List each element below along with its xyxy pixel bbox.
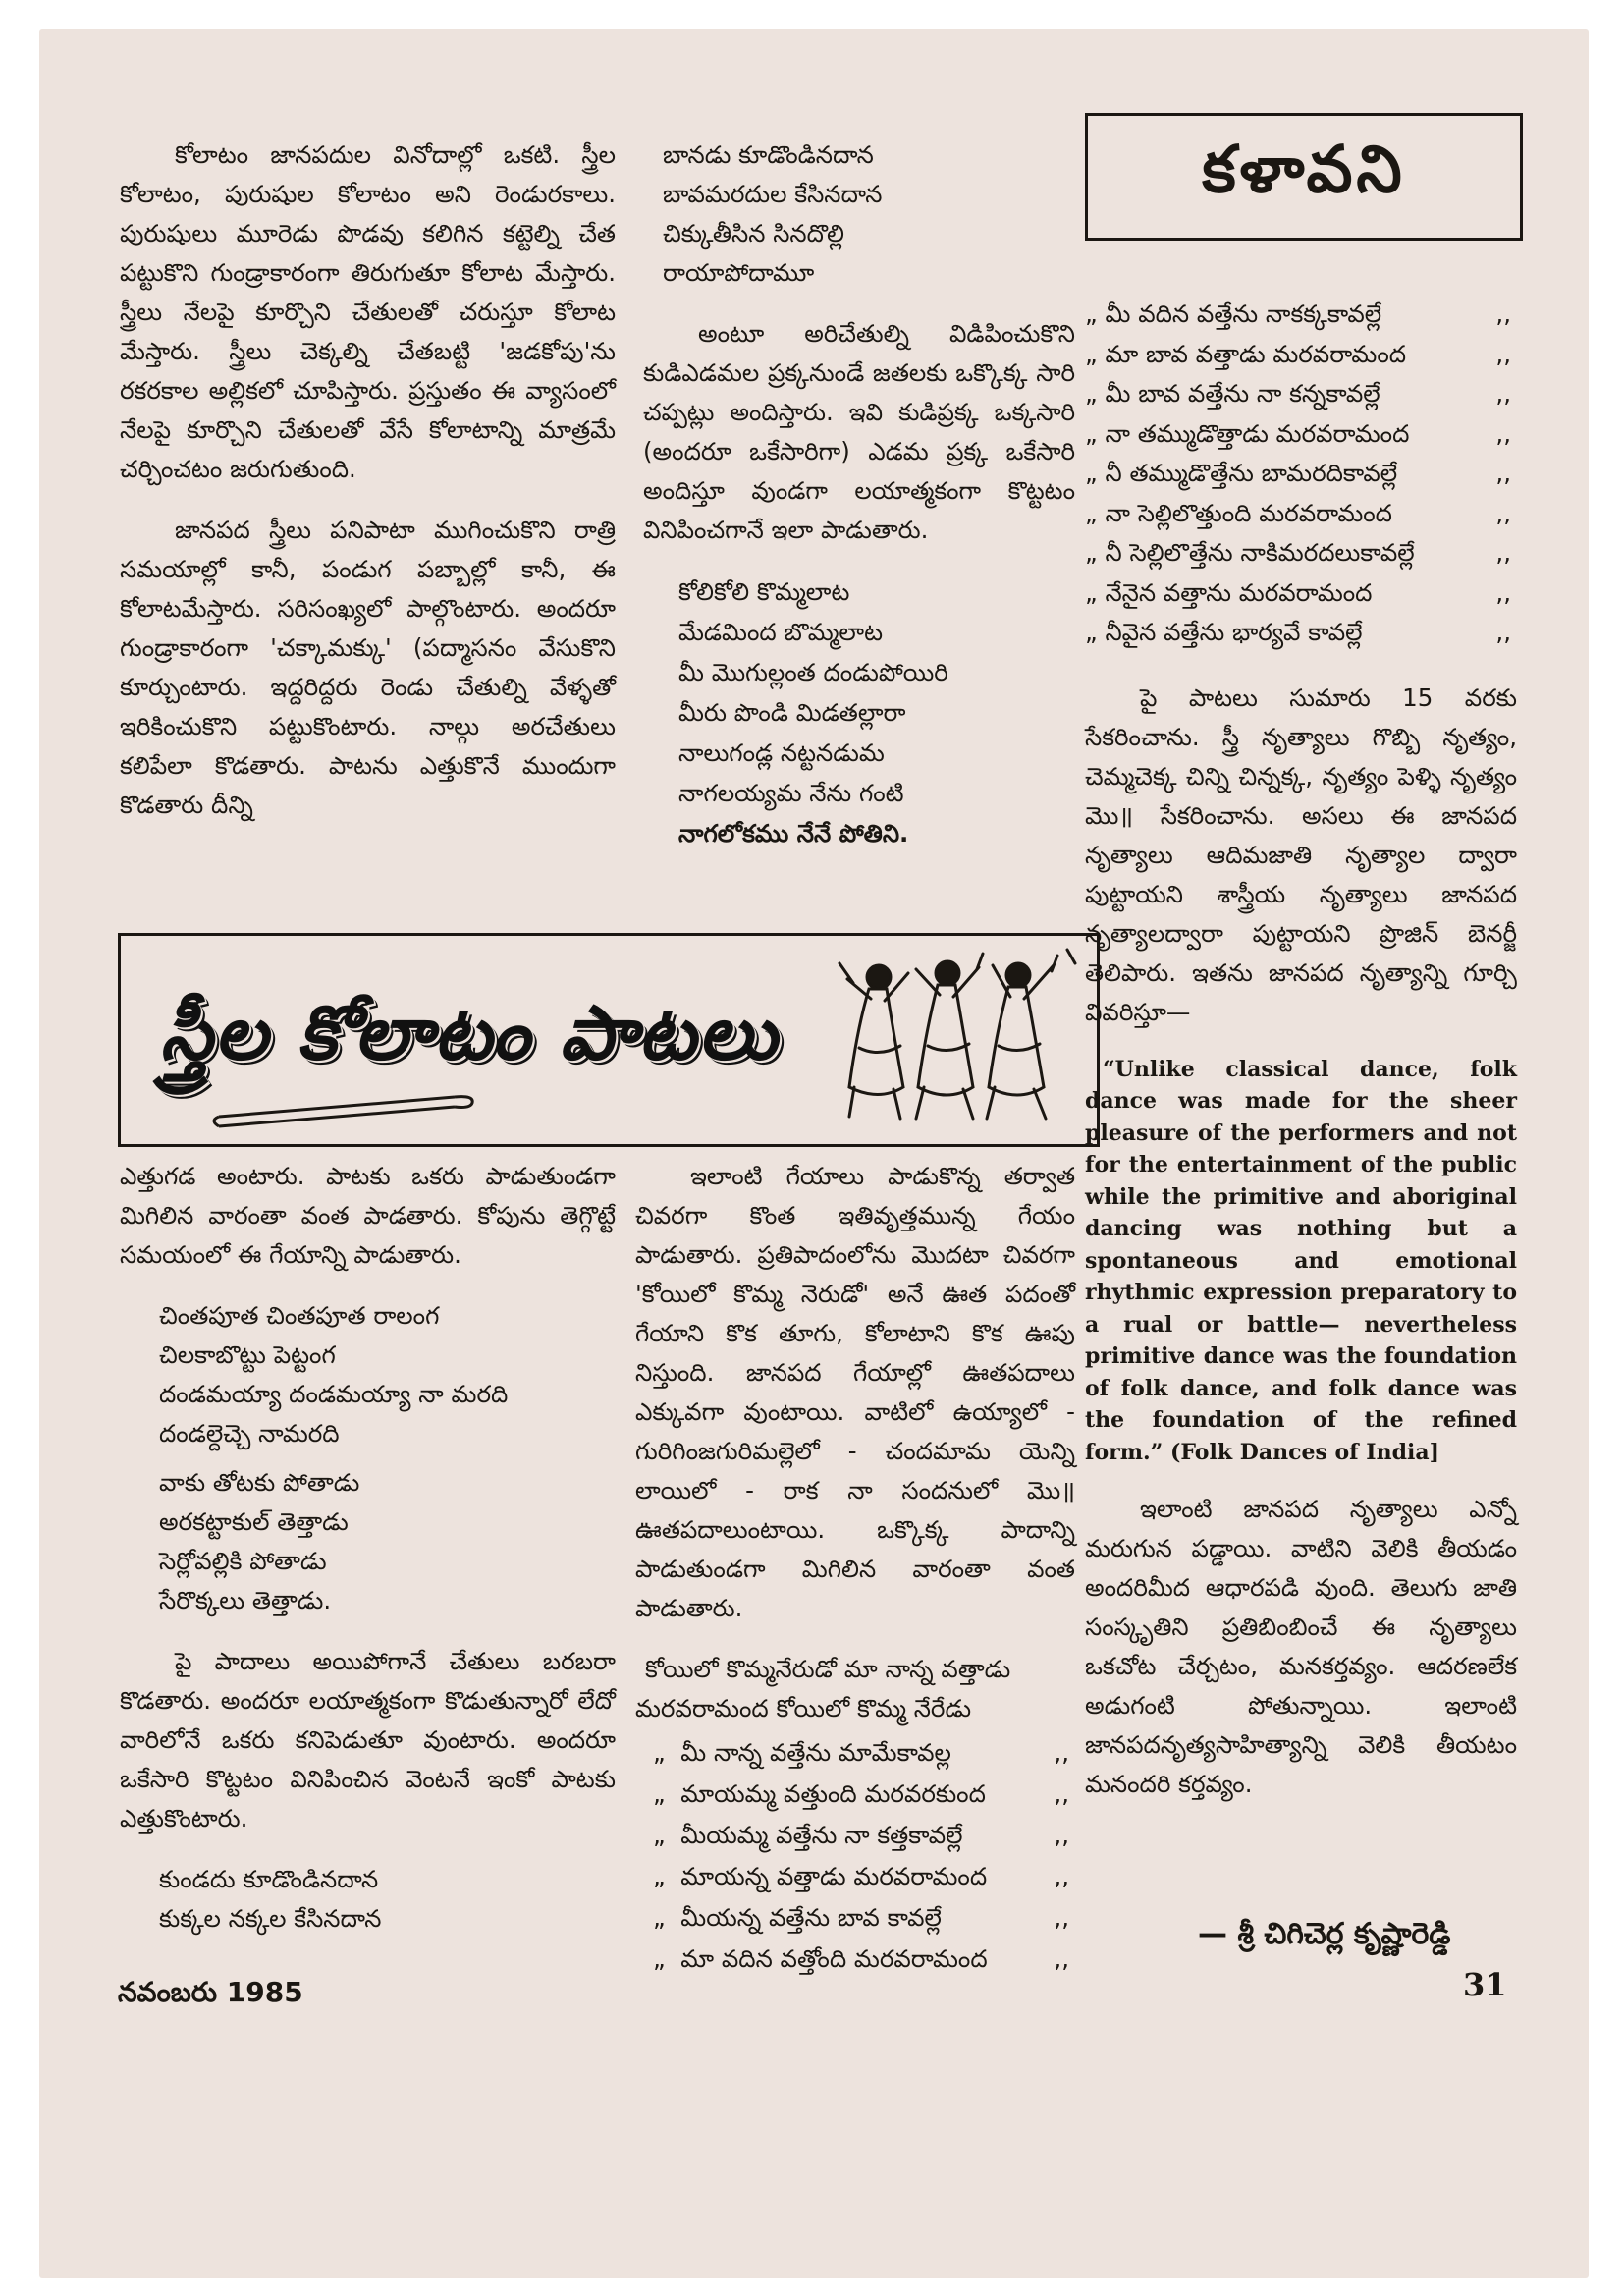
paragraph: పై పాటలు సుమారు 15 వరకు సేకరించాను. స్త్రీ నృత్యాలు గొబ్బి నృత్యం, చెమ్మచెక్క చిన్ని చిన్నక్క, నృత్యం పెళ్ళి నృత్యం మొ॥ సేకరించాను. అసలు ఈ జానపద నృత్యాలు ఆదిమజాతి నృత్యాల ద్వారా పుట్టాయని శాస్త్రీయ నృత్యాలు జానపద నృత్యాలద్వారా పుట్టాయని ప్రొజిన్ బెనర్జీ తెలిపారు. ఇతను జానపద నృత్యాన్ని గూర్చి వివరిస్తూ—	[1085, 683, 1517, 1026]
verse-text: మీయన్న వత్తేను బావ కావల్లే	[680, 1903, 942, 1932]
verse-line: దండల్దెచ్చె నామరది	[159, 1419, 340, 1448]
verse-line: బావమరదుల కేసినదాన	[663, 180, 883, 208]
verse-line: మీరు పొండి మిడతల్లారా	[678, 698, 906, 727]
verse-line: „ మీ నాన్న వత్తేను మామేకావల్ల ,,	[653, 1732, 1075, 1774]
verse-text: మీయమ్మ వత్తేను నా కత్తకావల్లే	[680, 1821, 963, 1849]
verse-mark: ,,	[1054, 1779, 1069, 1808]
verse-mark: ,,	[1495, 498, 1511, 527]
column-3	[1085, 295, 1517, 1826]
verse-mark: ,,	[1054, 1903, 1069, 1932]
verse-text: మాయమ్మ వత్తుంది మరవరకుంద	[680, 1779, 986, 1808]
verse-line: మీ మొగుల్లంత దండుపోయిరి	[678, 658, 948, 686]
issue-date: నవంబరు 1985	[118, 1976, 303, 2008]
verse-line: „ నీ సెల్లిలొత్తేను నాకిమరదలుకావల్లే ,,	[1085, 533, 1517, 574]
verse-mark: ,,	[1054, 1738, 1069, 1767]
column-1	[120, 136, 616, 847]
verse-mark: ,,	[1495, 577, 1511, 607]
verse-mark: ,,	[1495, 618, 1511, 646]
section-title: కళావని	[1202, 131, 1406, 207]
verse-mark: ,,	[1495, 300, 1511, 328]
verse	[120, 1463, 616, 1620]
verse-text: మీ బావ వత్తేను నా కన్నకావల్లే	[1105, 379, 1380, 408]
verse-line: చిక్కుతీసిన సినదొల్లి	[663, 219, 845, 247]
verse	[120, 1860, 616, 1939]
verse-mark: ,,	[1054, 1862, 1069, 1890]
verse-line: నాలుగండ్ల నట్టనడుమ	[678, 738, 885, 767]
verse-line: „ మీయన్న వత్తేను బావ కావల్లే ,,	[653, 1897, 1075, 1939]
verse-text: మాయన్న వత్తాడు మరవరామంద	[680, 1862, 988, 1890]
verse-mark: ,,	[1054, 1944, 1069, 1973]
verse-line: అరకట్టాకుల్ తెత్తాడు	[159, 1507, 349, 1536]
verse-text: మా బావ వత్తాడు మరవరామంద	[1105, 339, 1407, 368]
verse-line: చింతపూత చింతపూత రాలంగ	[159, 1301, 440, 1330]
verse-line: నాగలయ్యమ నేను గంటి	[678, 779, 904, 807]
paragraph: కోలాటం జానపదుల వినోదాల్లో ఒకటి. స్త్రీల కోలాటం, పురుషుల కోలాటం అని రెండురకాలు. పురుషులు మూరెడు పొడవు కలిగిన కట్టెల్ని చేత పట్టుకొని గుండ్రాకారంగా తిరుగుతూ కోలాట మేస్తారు. స్త్రీలు నేలపై కూర్చొని చేతులతో చరుస్తూ కోలాట మేస్తారు. స్త్రీలు చెక్కల్ని చేతబట్టి 'జడకోపు'ను రకరకాల అల్లికలో చూపిస్తారు. ప్రస్తుతం ఈ వ్యాసంలో నేలపై కూర్చొని చేతులతో వేసే కోలాటాన్ని మాత్రమే చర్చించటం జరుగుతుంది.	[120, 140, 616, 483]
verse-line: కోలికోలి కొమ్మలాట	[678, 577, 850, 606]
verse-mark: ,,	[1495, 418, 1511, 448]
verse-line: రాయాపోదామూ	[663, 258, 815, 287]
kolatam-sticks	[209, 1077, 504, 1136]
banner-illustration	[118, 933, 1100, 1147]
dancers-illustration	[810, 940, 1085, 1136]
verse-line: సేరొక్కలు తెత్తాడు.	[159, 1586, 332, 1614]
verse-text: నా సెల్లిలొత్తుంది మరవరామంద	[1105, 498, 1392, 527]
paragraph: ఎత్తుగడ అంటారు. పాటకు ఒకరు పాడుతుండగా మిగిలిన వారంతా వంత పాడతారు. కోపును తెగ్గొట్టే సమయంలో ఈ గేయాన్ని పాడుతారు.	[120, 1162, 616, 1269]
verse-line: వాకు తోటకు పోతాడు	[159, 1468, 360, 1497]
verse-line: „ నీవైన వత్తేను భార్యవే కావల్లే ,,	[1085, 613, 1517, 653]
paragraph: ఇలాంటి జానపద నృత్యాలు ఎన్నో మరుగున పడ్డాయి. వాటిని వెలికి తీయడం అందరిమీద ఆధారపడి వుంది. తెలుగు జాతి సంస్కృతిని ప్రతిబింబించే ఈ నృత్యాలు ఒకచోట చేర్చటం, మనకర్తవ్యం. ఆదరణలేక అడుగంటి పోతున్నాయి. ఇలాంటి జానపదనృత్యసాహిత్యాన్ని వెలికి తీయటం మనందరి కర్తవ్యం.	[1085, 1495, 1517, 1798]
verse-line: „ మీ బావ వత్తేను నా కన్నకావల్లే ,,	[1085, 374, 1517, 414]
verse-line: „ మా బావ వత్తాడు మరవరామంద ,,	[1085, 335, 1517, 375]
verse-line: „ నా సెల్లిలొత్తుంది మరవరామంద ,,	[1085, 494, 1517, 534]
verse-line: మేడమింద బొమ్మలాట	[678, 618, 884, 646]
paragraph: పై పాదాలు అయిపోగానే చేతులు బరబరా కొడతారు. అందరూ లయాత్మకంగా కొడుతున్నారో లేదో వారిలోనే ఒకరు కనిపెడుతూ వుంటారు. అందరూ ఒకేసారి కొట్టటం వినిపించిన వెంటనే ఇంకో పాటకు ఎత్తుకొంటారు.	[120, 1647, 616, 1832]
verse-line: „ నేనైన వత్తాను మరవరామంద ,,	[1085, 574, 1517, 614]
verse-lead	[635, 1650, 1075, 1728]
paragraph: జానపద స్త్రీలు పనిపాటా ముగించుకొని రాత్రి సమయాల్లో కానీ, పండుగ పబ్బాల్లో కానీ, ఈ కోలాటమేస్తారు. సరిసంఖ్యలో పాల్గొంటారు. అందరూ గుండ్రాకారంగా 'చక్కామక్కు' (పద్మాసనం వేసుకొని కూర్చుంటారు. ఇద్దరిద్దరు రెండు చేతుల్ని వేళ్ళతో ఇరికించుకొని పట్టుకొంటారు. నాల్గు అరచేతులు కలిపేలా కొడతారు. పాటను ఎత్తుకొనే ముందుగా కొడతారు దీన్ని	[120, 516, 616, 819]
verse-line: నాగలోకము నేనే పోతిని.	[678, 819, 909, 847]
verse	[120, 1296, 616, 1453]
verse	[643, 136, 1075, 293]
verse-line: కుక్కల నక్కల కేసినదాన	[159, 1904, 382, 1933]
page-number: 31	[1463, 1966, 1507, 2003]
verse	[635, 1732, 1075, 1980]
verse-mark: ,,	[1495, 459, 1511, 487]
verse-line: దండమయ్యా దండమయ్యా నా మరది	[159, 1380, 509, 1408]
verse-text: నేనైన వత్తాను మరవరామంద	[1105, 577, 1373, 607]
magazine-page	[39, 29, 1589, 2278]
column-5	[635, 1157, 1075, 2005]
verse-mark: ,,	[1495, 379, 1511, 408]
verse-mark: ,,	[1054, 1821, 1069, 1849]
verse-line: „ మీయమ్మ వత్తేను నా కత్తకావల్లే ,,	[653, 1815, 1075, 1856]
verse-text: నీ తమ్ముడొత్తేను బామరదికావల్లే	[1105, 459, 1398, 487]
verse-text: మా వదిన వత్తోంది మరవరామంద	[680, 1944, 988, 1973]
verse-line: „ మాయన్న వత్తాడు మరవరామంద ,,	[653, 1856, 1075, 1897]
verse-line: „ నా తమ్ముడొత్తాడు మరవరామంద ,,	[1085, 414, 1517, 455]
verse-line: బానడు కూడొండినదాన	[663, 140, 874, 169]
column-4	[120, 1157, 616, 1960]
verse-mark: ,,	[1495, 339, 1511, 368]
banner-title: స్త్రీల కోలాటం పాటలు	[160, 989, 780, 1076]
verse-line: „ నీ తమ్ముడొత్తేను బామరదికావల్లే ,,	[1085, 454, 1517, 494]
section-title-box	[1085, 113, 1523, 241]
paragraph: అంటూ అరిచేతుల్ని విడిపించుకొని కుడిఎడమల ప్రక్కనుండే జతలకు ఒక్కొక్క సారి చప్పట్లు అందిస్తారు. ఇవి కుడిప్రక్క ఒక్కసారి (అందరూ ఒకేసారిగా) ఎడమ ప్రక్క ఒకేసారి అందిస్తూ వుండగా లయాత్మకంగా కొట్టటం వినిపించగానే ఇలా పాడుతారు.	[643, 319, 1075, 544]
verse-line: కోయిలో కొమ్మనేరుడో మా నాన్న వత్తాడు	[645, 1655, 1011, 1683]
column-2	[643, 136, 1075, 875]
verse-line: సెర్లోవల్లికి పోతాడు	[159, 1547, 327, 1575]
verse-text: నా తమ్ముడొత్తాడు మరవరామంద	[1105, 418, 1410, 448]
english-quote: “Unlike classical dance, folk dance was made for the sheer pleasure of the performers and not for the entertainment of the public while the primitive and aboriginal dancing was nothing but a spontaneous and emotional rhythmic expression preparatory to a rual or battle— nevertheless primitive dance was the foundation of folk dance, and folk dance was the foundation of the refined form.” (Folk Dances of India]	[1085, 1056, 1517, 1465]
verse-line: మరవరామంద కోయిలో కొమ్మ నేరేడు	[635, 1694, 972, 1722]
paragraph: ఇలాంటి గేయాలు పాడుకొన్న తర్వాత చివరగా కొంత ఇతివృత్తమున్న గేయం పాడుతారు. ప్రతిపాదంలోను మొదటా చివరగా 'కోయిలో కొమ్మ నెరుడో' అనే ఊత పదంతో గేయాని కొక తూగు, కోలాటాని కొక ఊపు నిస్తుంది. జానపద గేయాల్లో ఊతపదాలు ఎక్కువగా వుంటాయి. వాటిలో ఉయ్యాలో - గురిగింజగురిమల్లెలో - చందమామ యెన్ని లాయిలో - రాక నా సందనులో మొ॥ ఊతపదాలుంటాయి. ఒక్కొక్క పాదాన్ని పాడుతుండగా మిగిలిన వారంతా వంత పాడుతారు.	[635, 1162, 1075, 1622]
verse-text: మీ వదిన వత్తేను నాకక్కకావల్లే	[1105, 300, 1382, 328]
verse-text: నీవైన వత్తేను భార్యవే కావల్లే	[1105, 618, 1363, 646]
verse-line: చిలకాబొట్టు పెట్టంగ	[159, 1340, 336, 1369]
verse	[1085, 295, 1517, 653]
verse-line: „ మీ వదిన వత్తేను నాకక్కకావల్లే ,,	[1085, 295, 1517, 335]
verse-mark: ,,	[1495, 538, 1511, 567]
author-byline: — శ్రీ చిగిచెర్ల కృష్ణారెడ్డి	[1198, 1917, 1451, 1951]
verse	[643, 572, 1075, 853]
verse-line: కుండదు కూడొండినదాన	[159, 1865, 379, 1893]
verse-line: „ మా వదిన వత్తోంది మరవరామంద ,,	[653, 1939, 1075, 1980]
verse-line: „ మాయమ్మ వత్తుంది మరవరకుంద ,,	[653, 1774, 1075, 1815]
verse-text: నీ సెల్లిలొత్తేను నాకిమరదలుకావల్లే	[1105, 538, 1415, 567]
verse-text: మీ నాన్న వత్తేను మామేకావల్ల	[680, 1738, 951, 1767]
